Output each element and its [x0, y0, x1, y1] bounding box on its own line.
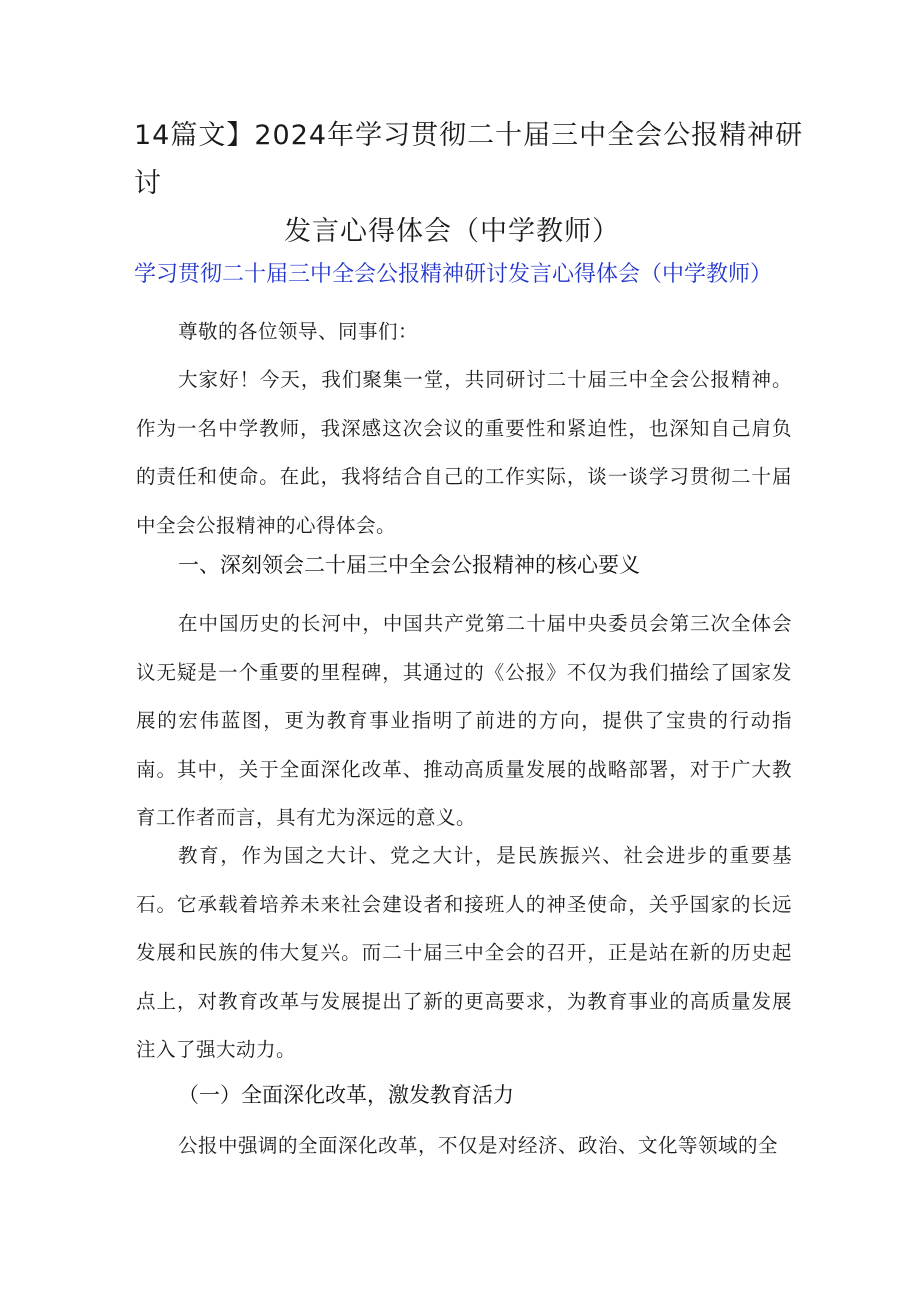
title-line-2: 发言心得体会（中学教师）: [284, 216, 620, 247]
intro-paragraph: 大家好！今天，我们聚集一堂，共同研讨二十届三中全会公报精神。作为一名中学教师，我深感这次会议的重要性和紧迫性，也深知自己肩负的责任和使命。在此，我将结合自己的工作实际，谈一谈学习贯彻二十届中全会公报精神的心得体会。: [136, 368, 792, 537]
title-line-1: 14篇文】2024年学习贯彻二十届三中全会公报精神研讨: [134, 120, 804, 199]
subsection-1-heading: （一）全面深化改革，激发教育活力: [178, 1083, 514, 1107]
document-title: [134, 112, 814, 256]
salutation: 尊敬的各位领导、同事们：: [178, 320, 419, 343]
section-1-paragraph-1: 在中国历史的长河中，中国共产党第二十届中央委员会第三次全体会议无疑是一个重要的里程碑，其通过的《公报》不仅为我们描绘了国家发展的宏伟蓝图，更为教育事业指明了前进的方向，提供了宝贵的行动指南。其中，关于全面深化改革、推动高质量发展的战略部署，对于广大教育工作者而言，具有尤为深远的意义。: [136, 612, 792, 830]
document-subtitle: 学习贯彻二十届三中全会公报精神研讨发言心得体会（中学教师）: [134, 262, 773, 287]
subsection-1-paragraph: 公报中强调的全面深化改革，不仅是对经济、政治、文化等领域的全: [178, 1134, 779, 1157]
section-1-heading: 一、深刻领会二十届三中全会公报精神的核心要义: [178, 553, 640, 577]
section-1-paragraph-2: 教育，作为国之大计、党之大计，是民族振兴、社会进步的重要基石。它承载着培养未来社会建设者和接班人的神圣使命，关乎国家的长远发展和民族的伟大复兴。而二十届三中全会的召开，正是站在新的历史起点上，对教育改革与发展提出了新的更高要求，为教育事业的高质量发展注入了强大动力。: [136, 844, 792, 1062]
